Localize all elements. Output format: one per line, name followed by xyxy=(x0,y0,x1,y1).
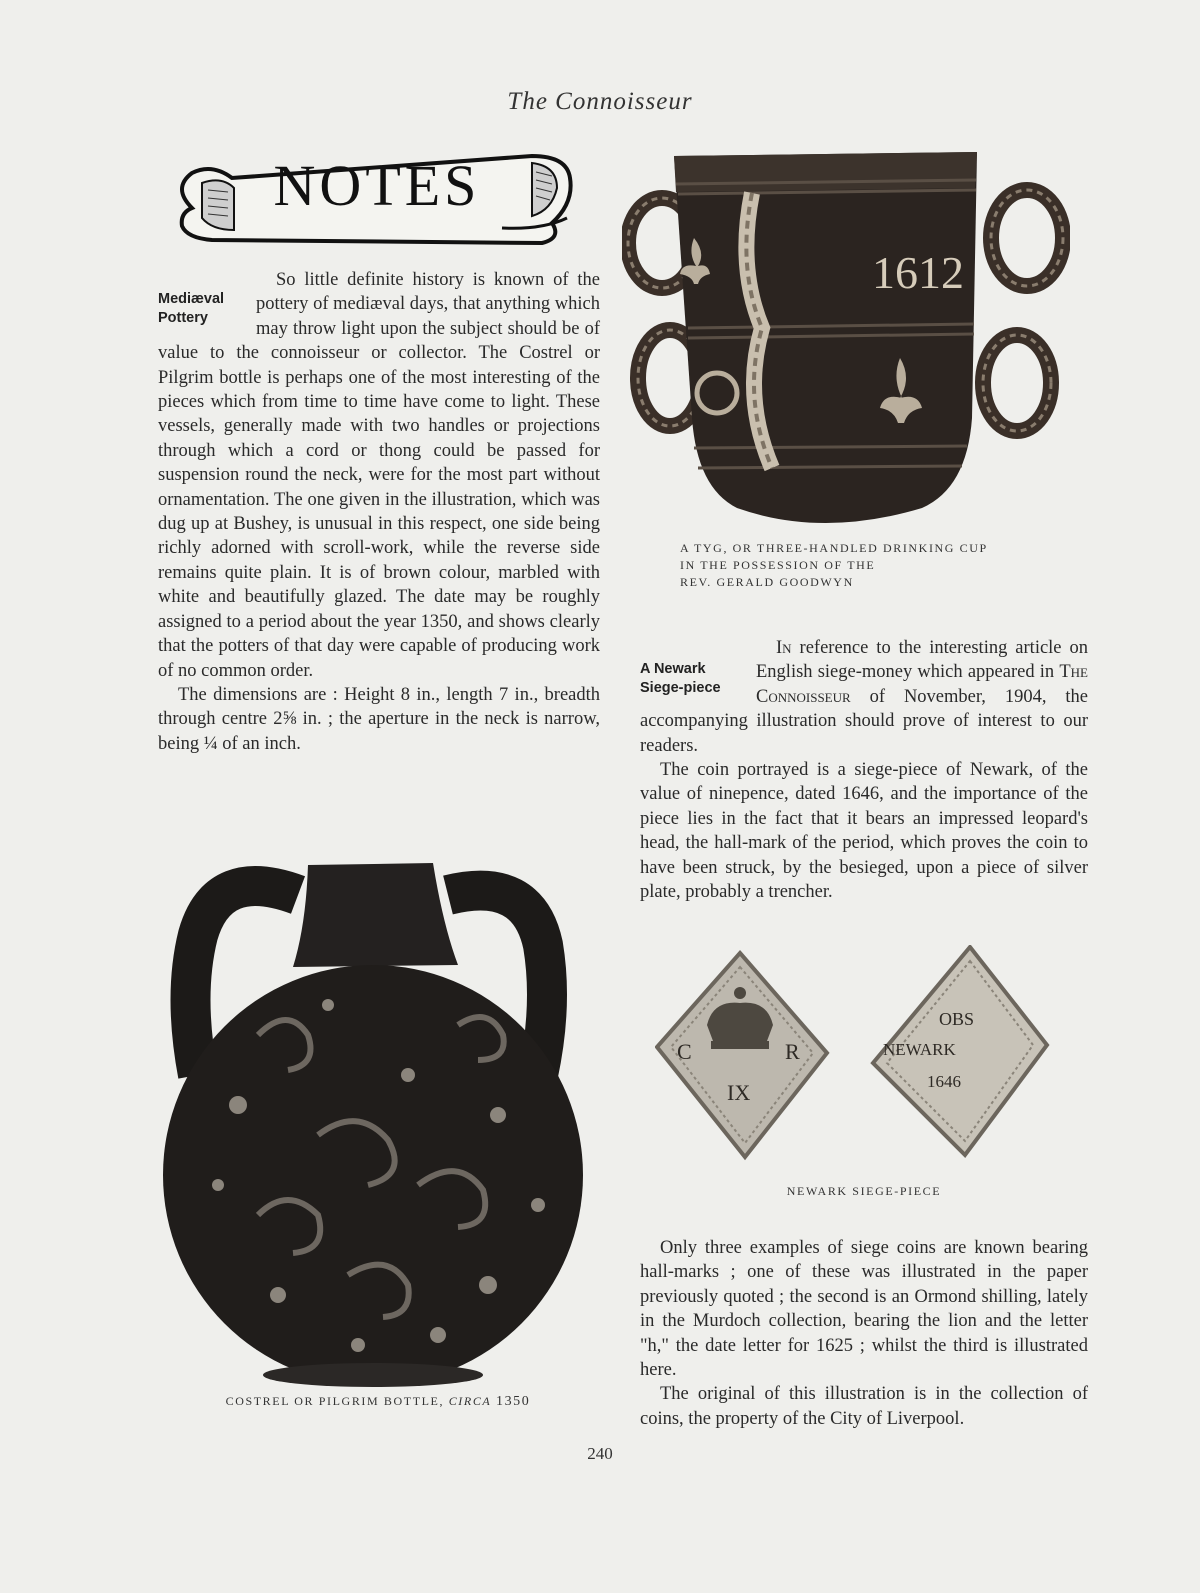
coin-caption: NEWARK SIEGE-PIECE xyxy=(786,1184,942,1198)
coin-right-line1: OBS xyxy=(939,1009,975,1029)
dropcap-word: In xyxy=(776,638,792,658)
paragraph-liverpool: The original of this illustration is in the collection of coins, the property of the City of Liverpool. xyxy=(640,1384,1088,1429)
sidenote-medieval-pottery: Mediæval Pottery xyxy=(158,291,225,326)
paragraph-pottery-body: The Costrel or Pilgrim bottle is perhaps one of the most interesting of the pieces which from time to time have come to light. These vessels, generally made with two handles or projections through which a cord or thong could be passed for suspension round the neck, were for the most part without ornamentation. The one given in the illustration, which was dug up at Bushey, is unusual in this respect, one side being richly adorned with scroll-work, while the reverse side remains quite plain. It is of brown colour, marbled with white and beautifully glazed. The date may be roughly assigned to a period about the year 1350, and shows clearly that the potters of that day were capable of producing work of no common order. xyxy=(158,343,600,681)
paragraph-pottery-intro: So little definite history is known of the pottery of mediæval days, that anything which may throw light upon the subject should be of value to the connoisseur or collector. xyxy=(158,270,600,364)
tyg-photograph xyxy=(622,148,1070,532)
costrel-caption-year: 1350 xyxy=(495,1394,531,1409)
paragraph-coin-description: The coin portrayed is a siege-piece of Newark, of the value of ninepence, dated 1646, and the importance of the piece lies in the fact that it bears an impressed leopard's head, the hall-mark of the period, which proves the coin to have been struck, by the besieged, upon a piece of silver plate, probably a trencher. xyxy=(640,760,1088,903)
banner-title: NOTES xyxy=(273,153,481,218)
coin-left-value: IX xyxy=(727,1080,751,1105)
magazine-name: The Connoisseur xyxy=(756,662,1088,707)
sidenote-line2: Siege-piece xyxy=(640,680,721,696)
sidenote-newark-siege-piece xyxy=(640,660,750,698)
costrel-bottle-photograph xyxy=(158,855,598,1390)
paragraph-hallmarks: Only three examples of siege coins are known bearing hall-marks ; one of these was illustrated in the paper previously quoted ; the second is an Ormond shilling, lately in the Murdoch collection, bearing the lion and the letter "h," the date letter for 1625 ; whilst the third is illustrated here. xyxy=(640,1238,1088,1381)
coin-left-letter-c: C xyxy=(677,1039,692,1064)
coin-left-letter-r: R xyxy=(785,1039,800,1064)
tyg-date: 1612 xyxy=(872,247,964,298)
sidenote-line1: A Newark xyxy=(640,661,706,677)
paragraph-dimensions: The dimensions are : Height 8 in., length 7 in., breadth through centre 2⅝ in. ; the aperture in the neck is narrow, being ¼ of an inch. xyxy=(158,684,600,754)
costrel-caption-main: COSTREL OR PILGRIM BOTTLE, xyxy=(225,1394,445,1408)
paragraph-reference-a: reference to the interesting article on English siege-money which appeared in xyxy=(756,638,1088,683)
tyg-caption-line1: A TYG, OR THREE-HANDLED DRINKING CUP xyxy=(680,541,988,555)
tyg-caption-line2: IN THE POSSESSION OF THE xyxy=(680,558,876,572)
right-column-lower xyxy=(640,1236,1088,1431)
left-column xyxy=(158,268,600,756)
paragraph-reference-b: of November, 1904, the accompanying illustration should prove of interest to our readers. xyxy=(640,686,1088,756)
costrel-caption xyxy=(158,1393,598,1410)
notes-banner xyxy=(172,148,582,248)
tyg-caption-line3: REV. GERALD GOODWYN xyxy=(680,575,854,589)
coin-right-line3: 1646 xyxy=(927,1072,961,1091)
coin-right-line2: NEWARK xyxy=(883,1040,956,1059)
running-title: The Connoisseur xyxy=(507,88,693,115)
page-number: 240 xyxy=(587,1444,613,1463)
tyg-caption xyxy=(680,540,1040,591)
costrel-caption-circa: CIRCA xyxy=(448,1394,492,1408)
right-column-upper xyxy=(640,636,1088,904)
siege-coin-photograph xyxy=(655,945,1055,1165)
